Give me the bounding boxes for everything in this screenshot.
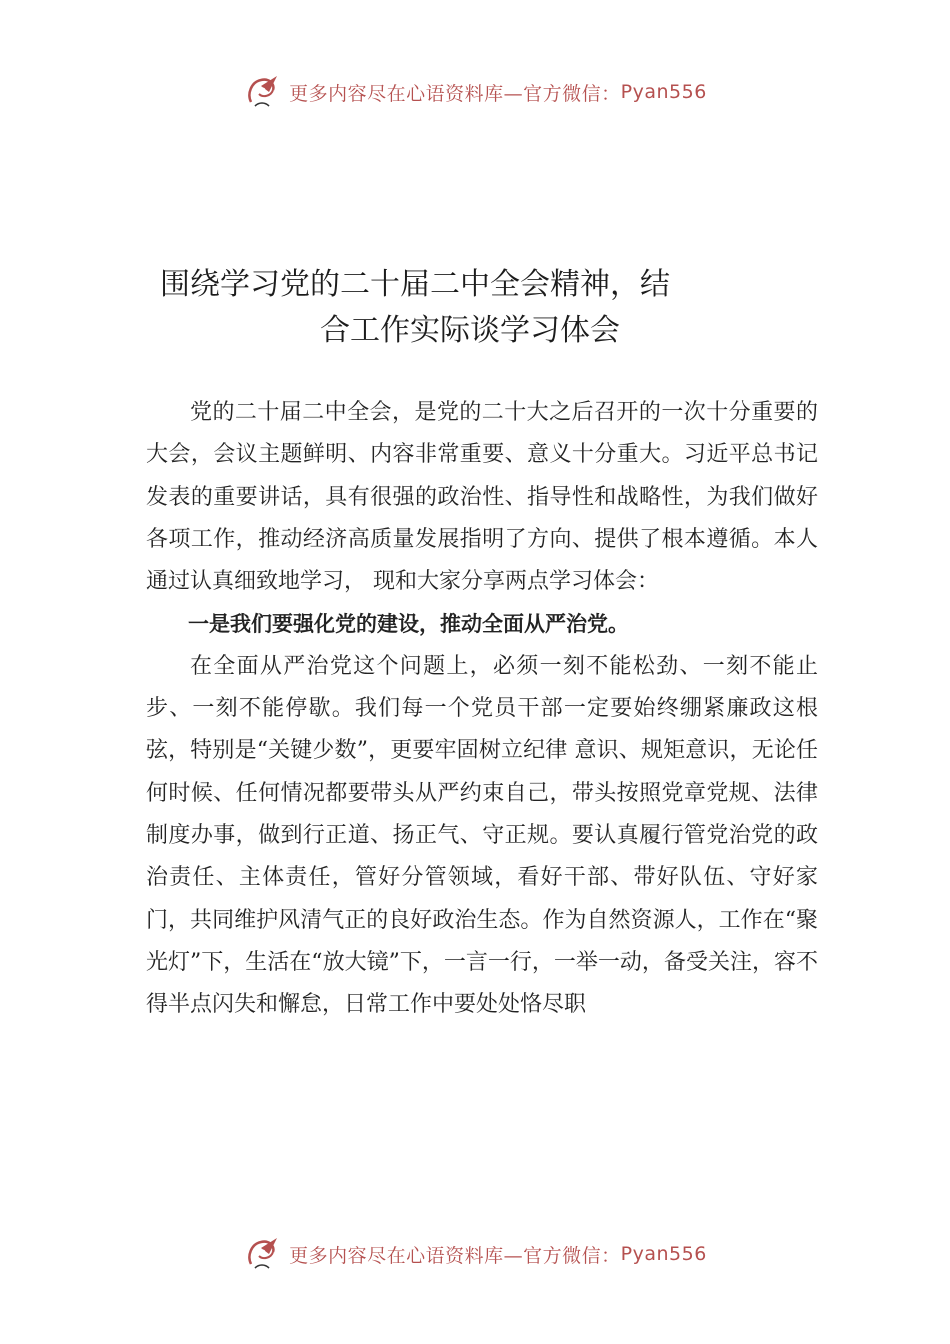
title-line-2: 合工作实际谈学习体会 <box>320 313 620 348</box>
wechat-id: Pyan556 <box>620 81 707 103</box>
document-body <box>146 392 818 1026</box>
header-banner <box>0 70 950 114</box>
paragraph-intro: 党的二十届二中全会，是党的二十大之后召开的一次十分重要的大会，会议主题鲜明、内容非常重要、意义十分重大。习近平总书记发表的重要讲话，具有很强的政治性、指导性和战略性，为我们做好各项工作，推动经济高质量发展指明了方向、提供了根本遵循。本人通过认真细致地学习， 现和大家分享两点学习体会： <box>146 400 818 595</box>
paragraph-section-1: 在全面从严治党这个问题上，必须一刻不能松劲、一刻不能止步、一刻不能停歇。我们每一个党员干部一定要始终绷紧廉政这根弦，特别是“关键少数”，更要牢固树立纪律 意识、规矩意识，无论任何时候、任何情况都要带头从严约束自己，带头按照党章党规、法律制度办事，做到行正道、扬正气、守正规。要认真履行管党治党的政治责任、主体责任，管好分管领域，看好干部、带好队伍、守好家门，共同维护风清气正的良好政治生态。作为自然资源人，工作在“聚光灯”下，生活在“放大镜”下，一言一行，一举一动，备受关注，容不得半点闪失和懈怠，日常工作中要处处恪尽职 <box>146 653 818 1018</box>
document-title <box>130 262 820 354</box>
pen-nib-swirl-icon <box>243 1234 283 1274</box>
footer-banner <box>0 1232 950 1276</box>
wechat-id: Pyan556 <box>620 1243 707 1265</box>
banner-text: 更多内容尽在心语资料库—官方微信： <box>289 1244 621 1267</box>
title-line-1: 围绕学习党的二十届二中全会精神，结 <box>160 267 670 302</box>
section-heading-1: 一是我们要强化党的建设，推动全面从严治党。 <box>188 612 629 637</box>
banner-text: 更多内容尽在心语资料库—官方微信： <box>289 82 621 105</box>
pen-nib-swirl-icon <box>243 72 283 112</box>
